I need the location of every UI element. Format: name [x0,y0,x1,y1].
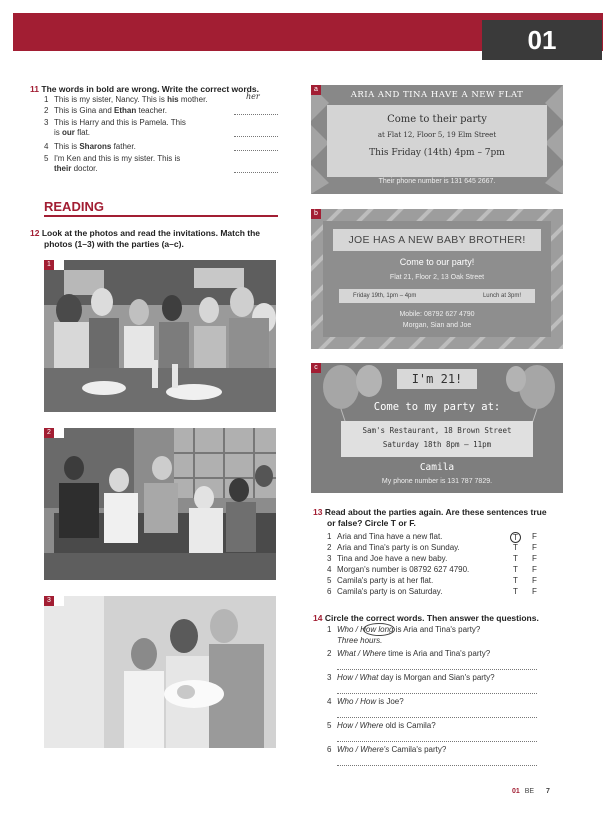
true-option[interactable]: T [513,554,518,563]
card-a-phone: Their phone number is 131 645 2667. [378,178,496,185]
word-options[interactable]: Who / Where's [337,745,390,754]
true-option[interactable]: T [513,543,518,552]
ex11-list [44,92,280,176]
list-item: 1 This is my sister, Nancy. This is his mother. her [44,92,260,104]
ex14-number: 14 [313,613,323,623]
word-options[interactable]: What / Where [337,649,386,658]
card-b-timebar [339,289,535,303]
photo-sofa-friends-image [44,428,276,580]
handwritten-answer: her [246,92,260,101]
card-b-panel [323,221,551,337]
ex12-instruction-2: photos (1–3) with the parties (a–c). [44,239,184,249]
circle-mark [363,623,395,636]
list-item: 4 Morgan's number is 08792 627 4790. T F [327,565,537,574]
card-label: c [311,363,321,373]
word-options[interactable]: How / What [337,673,379,682]
page-number: 7 [546,788,550,795]
list-item: 3 How / What day is Morgan and Sian's party? [327,673,563,697]
card-a-line3: This Friday (14th) 4pm – 7pm [369,148,505,158]
word-options[interactable]: Who / How long [337,625,394,634]
answer-box[interactable] [54,596,64,606]
list-item: is our flat. [44,128,280,142]
answer-line[interactable] [234,150,278,151]
card-label: b [311,209,321,219]
card-c-line1: Come to my party at: [373,401,501,413]
answer-line[interactable] [337,741,537,742]
ex13-instruction-2: or false? Circle T or F. [327,518,416,528]
card-c-phone: My phone number is 131 787 7829. [381,478,493,485]
section-rule [44,215,278,217]
answer-box[interactable] [54,260,64,270]
photo-3 [44,596,276,748]
ex13-title [313,507,573,529]
section-heading-reading: READING [44,199,104,214]
true-option[interactable]: T [513,576,518,585]
list-item: 3 This is Harry and this is Pamela. This [44,118,186,127]
card-a-line1: Come to their party [387,114,487,125]
card-c-line2: Sam's Restaurant, 18 Brown Street [362,426,512,435]
example-answer: Three hours. [337,636,383,645]
true-option-circled[interactable]: T [510,532,521,543]
photo-restaurant-friends-image [44,260,276,412]
invitation-card-b [311,209,563,349]
card-b-time: Friday 19th, 1pm – 4pm [353,293,417,299]
list-item: 5 Camila's party is at her flat. T F [327,576,537,585]
list-item: 6 Who / Where's Camila's party? [327,745,563,769]
true-option[interactable]: T [513,587,518,596]
footer-level: BE [524,788,535,795]
ex12-instruction-1: Look at the photos and read the invitations. Match the [41,228,261,238]
card-b-lunch: Lunch at 3pm! [482,293,521,299]
list-item: 1 Aria and Tina have a new flat. T F [327,532,537,542]
ex12-number: 12 [30,228,40,238]
list-item: 2 This is Gina and Ethan teacher. [44,106,280,118]
list-item: 4 This is Sharons father. [44,142,280,154]
list-item: 3 Tina and Joe have a new baby. T F [327,554,537,563]
card-a-heading: ARIA AND TINA HAVE A NEW FLAT [350,90,524,100]
invitation-card-c [311,363,563,493]
answer-line[interactable] [337,765,537,766]
ex13-number: 13 [313,507,323,517]
card-b-line1: Come to our party! [399,257,475,267]
ex11-instruction: The words in bold are wrong. Write the correct words. [41,84,259,94]
ex13-instruction-1: Read about the parties again. Are these sentences true [324,507,547,517]
ex11-number: 11 [30,84,39,94]
card-c-heading: I'm 21! [397,369,477,389]
card-a-line2: at Flat 12, Floor 5, 19 Elm Street [377,131,497,139]
false-option[interactable]: F [532,543,537,552]
ex11-title [30,84,280,95]
invitation-card-a [311,85,563,194]
answer-line[interactable] [234,114,278,115]
card-b-mobile: Mobile: 08792 627 4790 [399,311,475,318]
false-option[interactable]: F [532,554,537,563]
word-options[interactable]: How / Where [337,721,384,730]
answer-box[interactable] [54,428,64,438]
list-item: their doctor. [44,164,280,176]
list-item: 2 Aria and Tina's party is on Sunday. T F [327,543,537,552]
answer-line[interactable] [337,717,537,718]
false-option[interactable]: F [532,576,537,585]
true-option[interactable]: T [513,565,518,574]
ex14-list [327,625,563,769]
list-item: 5 How / Where old is Camila? [327,721,563,745]
list-item: 2 What / Where time is Aria and Tina's party? [327,649,563,673]
footer-unit: 01 [512,788,520,795]
card-c-line3: Saturday 18th 8pm – 11pm [382,440,492,449]
card-c-banner [341,421,533,457]
false-option[interactable]: F [532,587,537,596]
photo-label: 3 [44,596,54,606]
answer-line[interactable] [234,172,278,173]
answer-line[interactable] [234,136,278,137]
card-label: a [311,85,321,95]
page-footer [512,788,550,795]
card-b-heading: JOE HAS A NEW BABY BROTHER! [333,229,541,251]
ex12-title [30,228,280,250]
photo-label: 2 [44,428,54,438]
card-c-name: Camila [419,462,455,473]
list-item: 5 I'm Ken and this is my sister. This is [44,154,181,163]
word-options[interactable]: Who / How [337,697,377,706]
photo-2 [44,428,276,580]
list-item: 1 Who / How long is Aria and Tina's party? Three hours. [327,625,481,645]
answer-line[interactable] [337,693,537,694]
photo-label: 1 [44,260,54,270]
unit-number: 01 [482,20,602,60]
list-item: 4 Who / How is Joe? [327,697,563,721]
card-b-names: Morgan, Sian and Joe [402,322,472,329]
answer-line[interactable] [337,669,537,670]
ex13-list [327,532,557,598]
false-option[interactable]: F [532,532,537,541]
ex14-instruction: Circle the correct words. Then answer the questions. [324,613,539,623]
photo-family-baby-image [44,596,276,748]
card-a-panel [327,105,547,177]
false-option[interactable]: F [532,565,537,574]
card-b-line2: Flat 21, Floor 2, 13 Oak Street [389,274,485,281]
photo-1 [44,260,276,412]
ex14-title [313,613,573,624]
list-item: 6 Camila's party is on Saturday. T F [327,587,537,596]
